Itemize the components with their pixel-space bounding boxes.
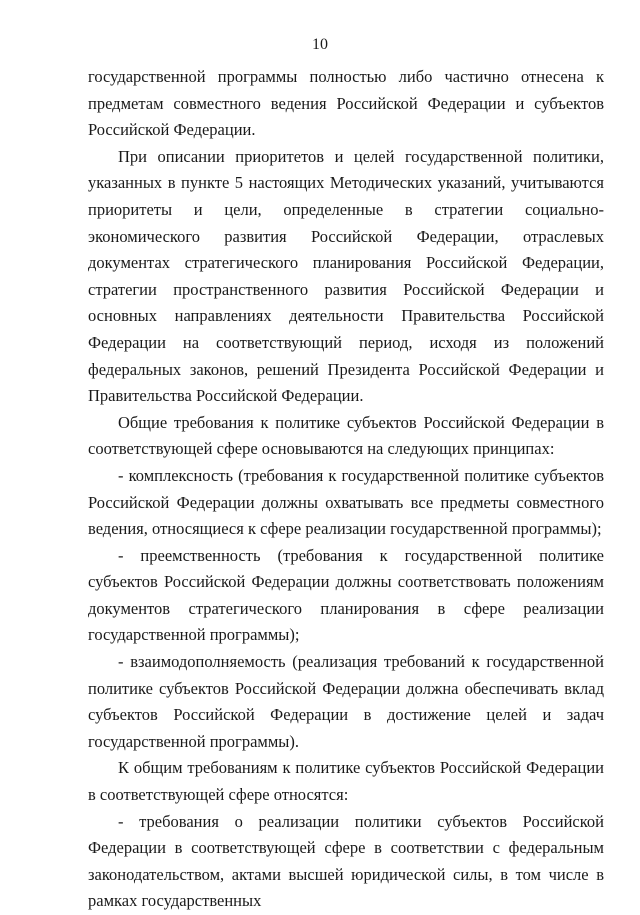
paragraph-common-requirements: К общим требованиям к политике субъектов Российской Федерации в соответствующей сфере относятся: <box>88 758 604 805</box>
paragraph-general-requirements: Общие требования к политике субъектов Российской Федерации в соответствующей сфере основываются на следующих принципах: <box>88 412 604 459</box>
page-number: 10 <box>312 36 328 53</box>
list-item-complexity: - комплексность (требования к государственной политике субъектов Российской Федерации должны охватывать все предметы совместного ведения, относящиеся к сфере реализации государственной программы); <box>88 465 604 539</box>
paragraph-priorities: При описании приоритетов и целей государственной политики, указанных в пункте 5 настоящих Методических указаний, учитываются приоритеты и цели, определенные в стратегии социально-экономического развития Российской Федерации, отраслевых документах стратегического планирования Российской Федерации, стратегии пространственного развития Российской Федерации и основных направлениях деятельности Правительства Российской Федерации на соответствующий период, исходя из положений федеральных законов, решений Президента Российской Федерации и Правительства Российской Федерации. <box>88 146 604 406</box>
list-item-complementarity: - взаимодополняемость (реализация требований к государственной политике субъектов Российской Федерации должна обеспечивать вклад субъектов Российской Федерации в достижение целей и задач государственной программы). <box>88 652 604 751</box>
list-item-policy-implementation: - требования о реализации политики субъектов Российской Федерации в соответствующей сфере в соответствии с федеральным законодательством, актами высшей юридической силы, в том числе в рамках государственных <box>88 811 604 911</box>
document-body <box>88 64 604 915</box>
paragraph-continuation: государственной программы полностью либо частично отнесена к предметам совместного ведения Российской Федерации и субъектов Российской Федерации. <box>88 67 604 140</box>
list-item-continuity: - преемственность (требования к государственной политике субъектов Российской Федерации должны соответствовать положениям документов стратегического планирования в сфере реализации государственной программы); <box>88 545 604 645</box>
